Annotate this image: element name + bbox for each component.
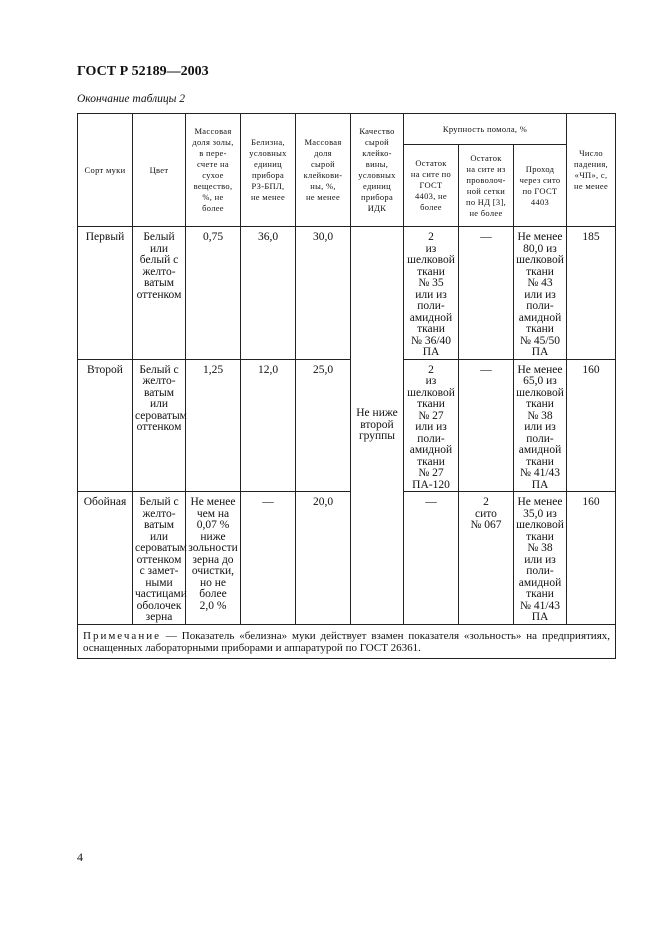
note-row bbox=[78, 624, 616, 658]
table-caption: Окончание таблицы 2 bbox=[77, 93, 185, 105]
cell-ash: 0,75 bbox=[186, 227, 241, 360]
cell-residue-wire-sieve: 2 сито № 067 bbox=[459, 492, 514, 625]
header-grind-size: Крупность помола, % bbox=[404, 114, 567, 145]
cell-ash: Не менее чем на 0,07 % ниже зольности зерна до очистки, но не более 2,0 % bbox=[186, 492, 241, 625]
header-residue-gost4403: Остаток на сите по ГОСТ 4403, не более bbox=[404, 145, 459, 227]
cell-whiteness: 36,0 bbox=[241, 227, 296, 360]
cell-falling-number: 160 bbox=[567, 492, 616, 625]
header-residue-wire-sieve: Остаток на сите из проволоч- ной сетки по НД [3], не более bbox=[459, 145, 514, 227]
cell-falling-number: 160 bbox=[567, 359, 616, 492]
header-pass-gost4403: Проход через сито по ГОСТ 4403 bbox=[514, 145, 567, 227]
cell-gluten-mass: 20,0 bbox=[296, 492, 351, 625]
table-note bbox=[78, 624, 616, 658]
cell-pass-gost4403: Не менее 80,0 из шелковой ткани № 43 или из поли- амидной ткани № 45/50 ПА bbox=[514, 227, 567, 360]
cell-residue-wire-sieve: — bbox=[459, 227, 514, 360]
document-title: ГОСТ Р 52189—2003 bbox=[77, 64, 209, 79]
page-number: 4 bbox=[77, 850, 83, 864]
cell-falling-number: 185 bbox=[567, 227, 616, 360]
cell-whiteness: 12,0 bbox=[241, 359, 296, 492]
cell-sort: Второй bbox=[78, 359, 133, 492]
table-row bbox=[78, 492, 616, 625]
header-ash: Массовая доля золы, в пере- счете на сухое вещество, %, не более bbox=[186, 114, 241, 227]
header-row-1 bbox=[78, 114, 616, 145]
table-row bbox=[78, 359, 616, 492]
flour-quality-table bbox=[77, 113, 616, 659]
note-text: — Показатель «белизна» муки действует взамен показателя «зольность» на предприятиях, оснащенных лабораторными приборами и аппаратурой по ГОСТ 26361. bbox=[83, 629, 611, 654]
header-falling-number: Число падения, «ЧП», с, не менее bbox=[567, 114, 616, 227]
note-label: Примечание bbox=[83, 629, 161, 642]
cell-color: Белый с желто- ватым или сероватым оттенком bbox=[133, 359, 186, 492]
cell-residue-gost4403: 2 из шелковой ткани № 35 или из поли- амидной ткани № 36/40 ПА bbox=[404, 227, 459, 360]
header-whiteness: Белизна, условных единиц прибора РЗ-БПЛ, не менее bbox=[241, 114, 296, 227]
header-gluten-quality: Качество сырой клейко- вины, условных единиц прибора ИДК bbox=[351, 114, 404, 227]
cell-pass-gost4403: Не менее 35,0 из шелковой ткани № 38 или из поли- амидной ткани № 41/43 ПА bbox=[514, 492, 567, 625]
cell-residue-gost4403: — bbox=[404, 492, 459, 625]
cell-sort: Первый bbox=[78, 227, 133, 360]
header-color: Цвет bbox=[133, 114, 186, 227]
table-row bbox=[78, 227, 616, 360]
cell-gluten-mass: 30,0 bbox=[296, 227, 351, 360]
cell-residue-wire-sieve: — bbox=[459, 359, 514, 492]
header-gluten-mass: Массовая доля сырой клейкови- ны, %, не менее bbox=[296, 114, 351, 227]
cell-whiteness: — bbox=[241, 492, 296, 625]
header-sort: Сорт муки bbox=[78, 114, 133, 227]
cell-gluten-quality: Не ниже второй группы bbox=[351, 227, 404, 625]
cell-color: Белый с желто- ватым или сероватым оттенком с замет- ными частицами оболочек зерна bbox=[133, 492, 186, 625]
cell-ash: 1,25 bbox=[186, 359, 241, 492]
cell-gluten-mass: 25,0 bbox=[296, 359, 351, 492]
cell-pass-gost4403: Не менее 65,0 из шелковой ткани № 38 или из поли- амидной ткани № 41/43 ПА bbox=[514, 359, 567, 492]
cell-residue-gost4403: 2 из шелковой ткани № 27 или из поли- амидной ткани № 27 ПА-120 bbox=[404, 359, 459, 492]
cell-color: Белый или белый с желто- ватым оттенком bbox=[133, 227, 186, 360]
cell-sort: Обойная bbox=[78, 492, 133, 625]
